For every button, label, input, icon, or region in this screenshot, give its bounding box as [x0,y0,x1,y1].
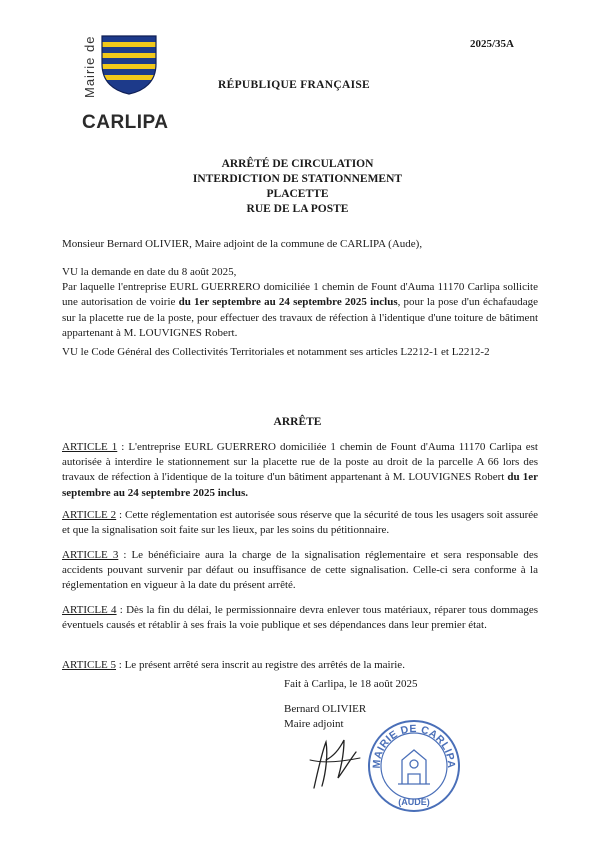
title-line-3: PLACETTE [266,188,329,200]
article-1: ARTICLE 1 : L'entreprise EURL GUERRERO domiciliée 1 chemin de Fount d'Auma 11170 Carlipa est autorisée à interdire le stationnement sur la placette rue de la poste au droit de la parcelle A 66 lors des travaux de réfection à l'identique de la toiture d'un bâtiment appartenant à M. LOUVIGNES Robert du 1er septembre au 24 septembre 2025 inclus. [62,441,539,499]
republic-heading: RÉPUBLIQUE FRANÇAISE [218,79,371,91]
logo-name: CARLIPA [82,112,169,133]
arrete-heading: ARRÊTE [273,416,322,428]
mairie-stamp [366,718,462,814]
signatory-role: Maire adjoint [284,718,344,730]
intro-paragraph: Monsieur Bernard OLIVIER, Maire adjoint de la commune de CARLIPA (Aude), [62,238,423,250]
vu-request-line: VU la demande en date du 8 août 2025, [62,266,237,278]
vu-request-body: Par laquelle l'entreprise EURL GUERRERO domiciliée 1 chemin de Fount d'Auma 11170 Carlipa sollicite une autorisation de voirie du 1er septembre au 24 septembre 2025 inclus, pour la pose d'un échafaudage sur la placette rue de la poste, pour effectuer des travaux de réfection à l'identique d'une toiture de bâtiment appartenant à M. LOUVIGNES Robert. [62,281,538,339]
mairie-logo [82,28,182,133]
stamp-outer-text: MAIRIE DE CARLIPA [370,722,458,769]
title-line-2: INTERDICTION DE STATIONNEMENT [192,173,403,185]
stamp-bottom-text: (AUDE) [398,797,430,807]
logo-side-text: Mairie de [82,35,97,98]
coat-of-arms-icon [100,34,158,96]
vu-code-paragraph: VU le Code Général des Collectivités Territoriales et notamment ses articles L2212-1 et L2212-2 [62,346,490,358]
vu-request-paragraph [62,265,538,341]
title-line-1: ARRÊTÉ DE CIRCULATION [221,158,374,170]
article-label: ARTICLE 4 [62,604,117,616]
vu-request-dates: du 1er septembre au 24 septembre 2025 inclus [178,296,398,309]
article-label: ARTICLE 5 [62,659,117,671]
title-line-4: RUE DE LA POSTE [246,203,349,215]
article-1-dates: du 1er septembre au 24 septembre 2025 inclus. [62,471,539,499]
svg-text:MAIRIE DE CARLIPA [371,723,457,769]
article-2: ARTICLE 2 : Cette réglementation est autorisée sous réserve que la sécurité de tous les usagers soit assurée et que la signalisation soit faite sur les lieux, par les soins du pétitionnaire. [62,509,539,537]
signatory-name: Bernard OLIVIER [284,703,367,715]
article-3: ARTICLE 3 : Le bénéficiaire aura la charge de la signalisation réglementaire et sera responsable des accidents pouvant survenir par défaut ou insuffisance de cette signalisation. Celle-ci sera conforme à la réglementation en vigueur à la date du présent arrêté. [62,549,539,592]
article-5: ARTICLE 5 : Le présent arrêté sera inscrit au registre des arrêtés de la mairie. [62,659,405,671]
place-date: Fait à Carlipa, le 18 août 2025 [284,678,418,690]
article-label: ARTICLE 1 [62,441,118,453]
article-label: ARTICLE 3 [62,549,119,561]
article-label: ARTICLE 2 [62,509,117,521]
article-4: ARTICLE 4 : Dès la fin du délai, le permissionnaire devra enlever tous matériaux, réparer tous dommages éventuels causés et rétablir à ses frais la voie publique et ses dépendances dans leur premier état. [62,604,539,632]
document-reference: 2025/35A [470,38,514,50]
